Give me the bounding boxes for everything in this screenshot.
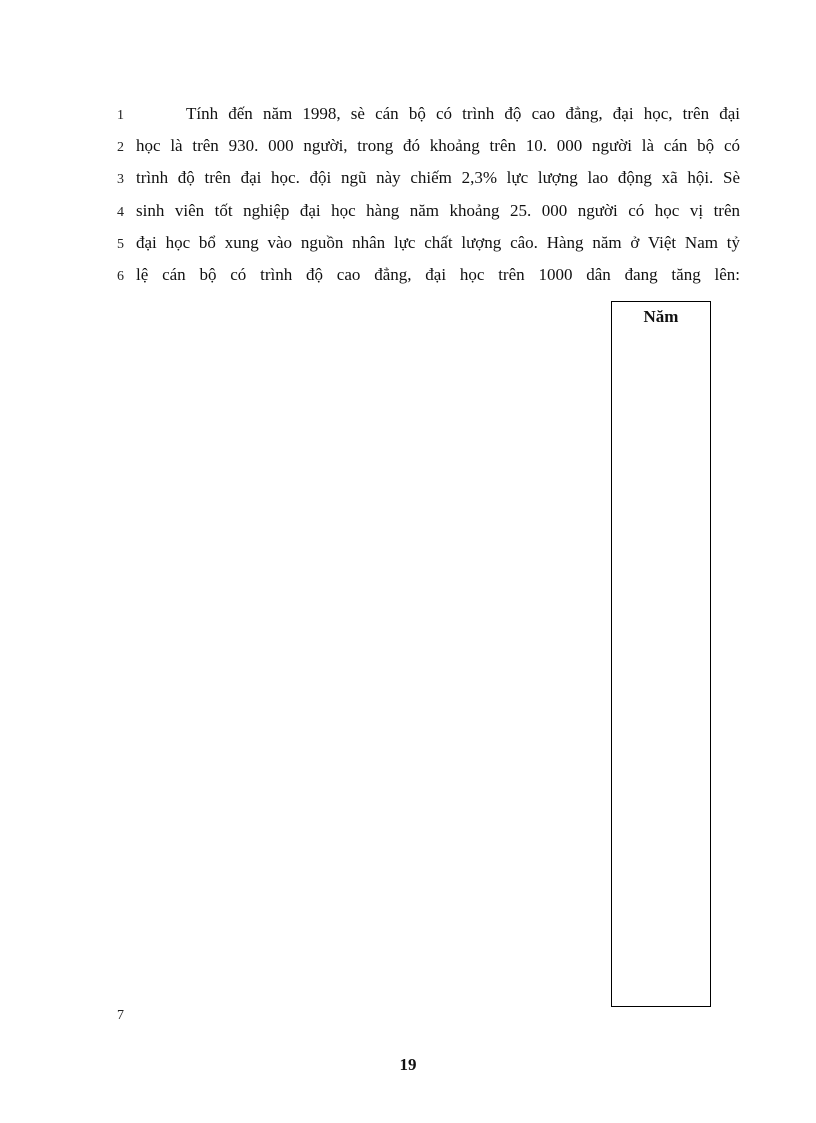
page-number: 19 [399,1055,417,1074]
paragraph-line-1: Tính đến năm 1998, sè cán bộ có trình độ cao đẳng, đại học, trên đại [186,104,740,123]
line-number-4: 4 [117,205,124,220]
paragraph-line-2: học là trên 930. 000 người, trong đó khoảng trên 10. 000 người là cán bộ có [136,136,740,155]
line-number-3: 3 [117,172,124,187]
paragraph-line-5: đại học bổ xung vào nguồn nhân lực chất lượng câo. Hàng năm ở Việt Nam tỷ [136,233,740,252]
line-number-7: 7 [117,1008,124,1023]
data-table [611,301,711,1007]
line-number-6: 6 [117,269,124,284]
line-number-1: 1 [117,108,124,123]
line-number-2: 2 [117,140,124,155]
line-number-5: 5 [117,237,124,252]
paragraph-line-6: lệ cán bộ có trình độ cao đẳng, đại học trên 1000 dân đang tăng lên: [136,265,740,284]
paragraph-line-3: trình độ trên đại học. đội ngũ này chiếm 2,3% lực lượng lao động xã hội. Sè [136,168,740,187]
paragraph-line-4: sinh viên tốt nghiệp đại học hàng năm khoảng 25. 000 người có học vị trên [136,201,740,220]
table-header-year: Năm [643,307,679,326]
